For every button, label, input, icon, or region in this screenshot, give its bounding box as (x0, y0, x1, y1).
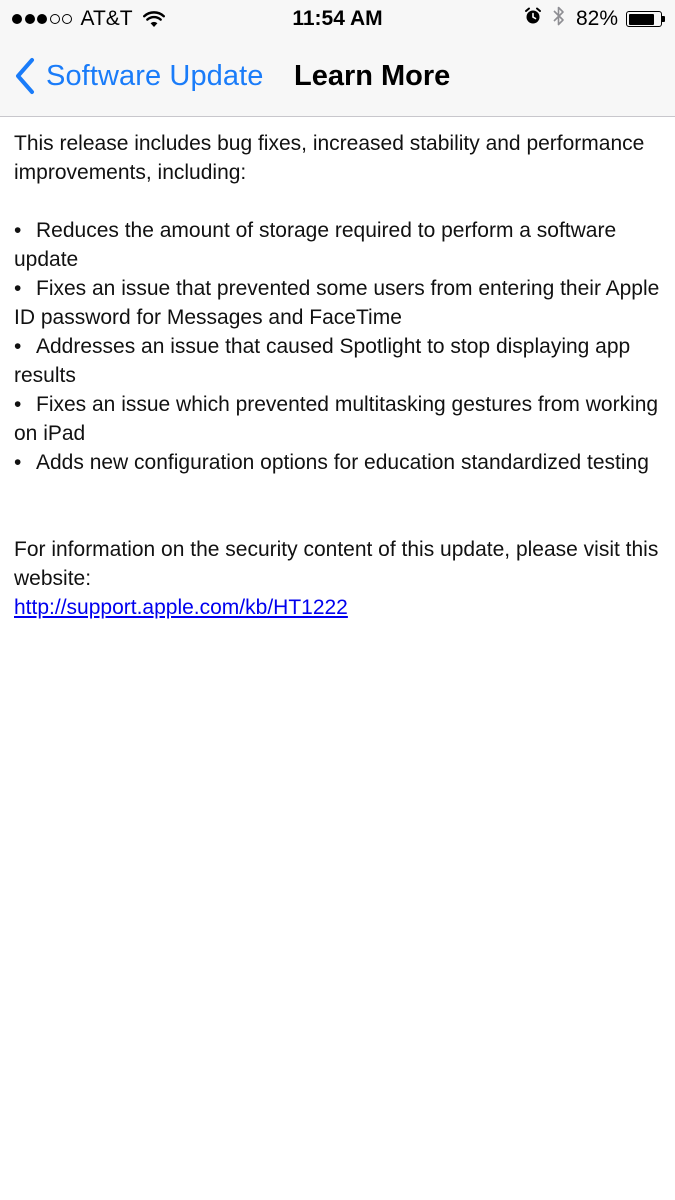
list-item-text: Adds new configuration options for education standardized testing (36, 451, 649, 474)
bullet-mark: • (14, 451, 22, 474)
carrier-name: AT&T (80, 7, 133, 30)
security-link-row (14, 593, 664, 622)
list-item-text: Addresses an issue that caused Spotlight to stop displaying app results (14, 335, 631, 387)
chevron-left-icon (14, 57, 36, 95)
status-time: 11:54 AM (292, 7, 383, 30)
list-item-text: Reduces the amount of storage required to perform a software update (14, 219, 617, 271)
navigation-bar (0, 38, 675, 116)
bullet-mark: • (14, 335, 22, 358)
list-item-text: Fixes an issue that prevented some users from entering their Apple ID password for Messages and FaceTime (14, 277, 660, 329)
battery-fill (629, 14, 654, 25)
bullet-mark: • (14, 219, 22, 242)
security-link[interactable]: http://support.apple.com/kb/HT1222 (14, 596, 348, 619)
page-title: Learn More (294, 60, 451, 92)
security-info-text: For information on the security content of this update, please visit this website: (14, 538, 659, 590)
bullet-list (14, 216, 664, 477)
status-bar (0, 0, 675, 38)
intro-text: This release includes bug fixes, increased stability and performance improvements, including: (14, 132, 645, 184)
list-item (14, 332, 664, 390)
list-item (14, 390, 664, 448)
list-item (14, 216, 664, 274)
back-button[interactable] (14, 54, 264, 98)
list-item (14, 448, 664, 477)
battery-percent: 82% (575, 7, 618, 30)
back-button-label: Software Update (46, 59, 264, 92)
release-notes (14, 129, 664, 622)
bullet-mark: • (14, 393, 22, 416)
battery-tip (662, 16, 665, 22)
battery-body (626, 11, 662, 27)
status-right (524, 5, 665, 33)
bluetooth-icon (552, 5, 566, 33)
bullet-mark: • (14, 277, 22, 300)
top-bar (0, 0, 675, 117)
battery-icon (626, 11, 665, 27)
alarm-icon (524, 7, 542, 31)
list-item-text: Fixes an issue which prevented multitasking gestures from working on iPad (14, 393, 659, 445)
list-item (14, 274, 664, 332)
